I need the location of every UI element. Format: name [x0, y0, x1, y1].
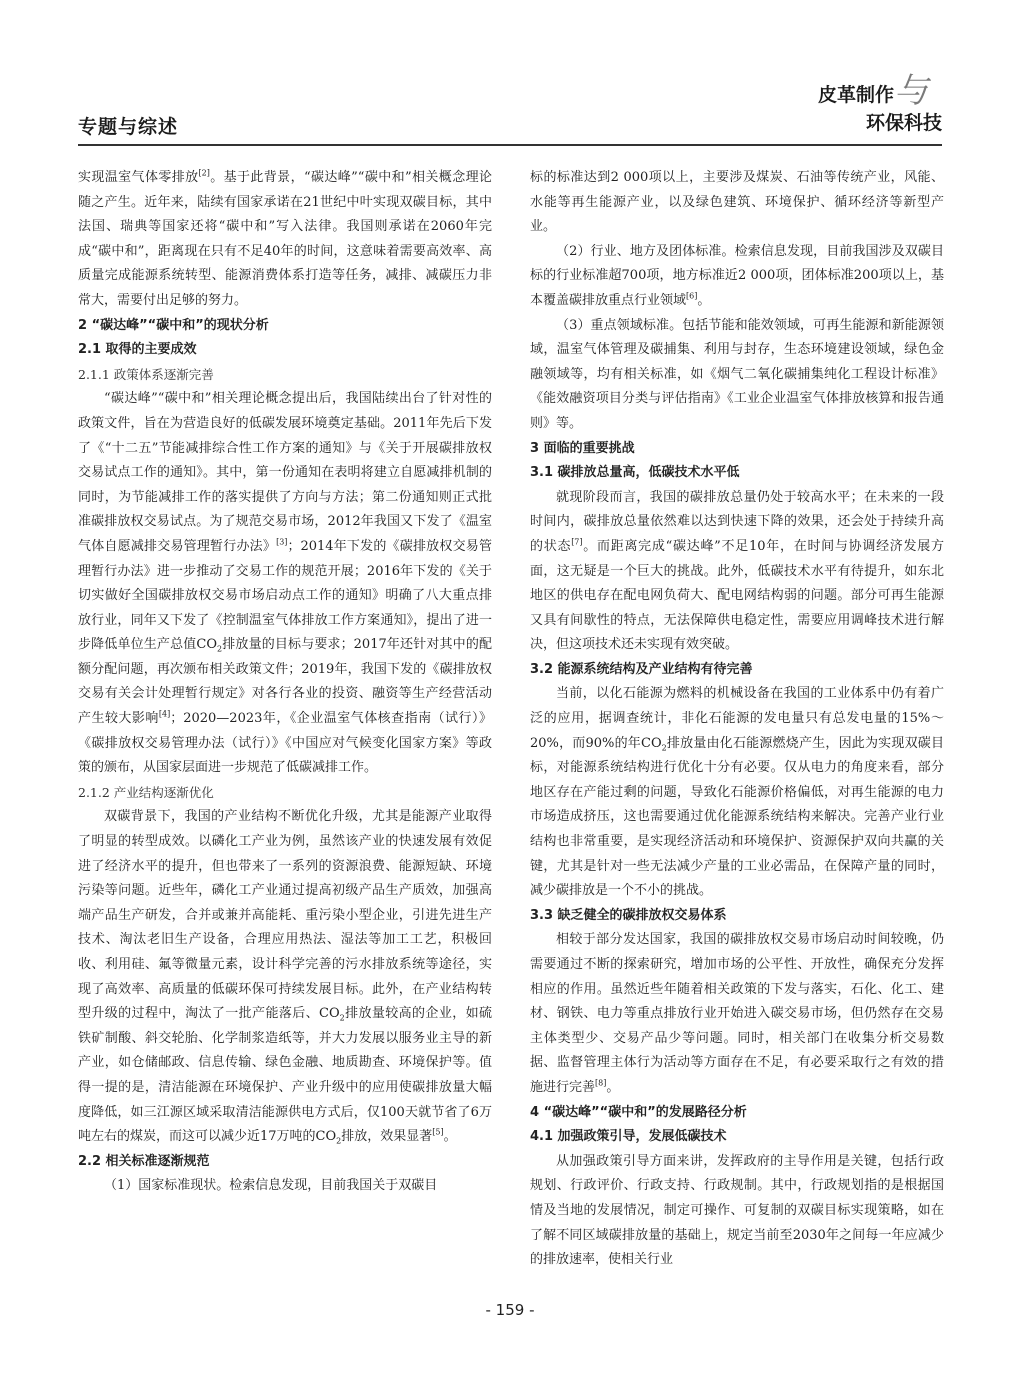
citation: [7]: [571, 537, 583, 547]
paragraph: 当前，以化石能源为燃料的机械设备在我国的工业体系中仍有着广泛的应用，据调查统计，非化石能源的发电量只有总发电量的15%～20%，而90%的年$CO_2$排放量由化石能源燃烧产生，因此为实现双碳目标，对能源系统结构进行优化十分有必要。仅从电力的角度来看，部分地区存在产能过剩的问题，导致化石能源价格偏低，对再生能源的电力市场造成挤压，这也需要通过优化能源系统结构来解决。完善产业行业结构也非常重要，是实现经济活动和环境保护、资源保护双向共赢的关键，尤其是针对一些无法减少产量的工业必需品，在保障产量的同时，减少碳排放是一个不小的挑战。: [530, 686, 944, 899]
subsection-heading: 3.2 能源系统结构及产业结构有待完善: [530, 661, 753, 677]
page-number: - 159 -: [485, 1301, 535, 1319]
citation: [5]: [432, 1127, 444, 1137]
section-heading: 3 面临的重要挑战: [530, 440, 635, 456]
journal-name-line2: 环保科技: [865, 112, 942, 134]
paragraph: 相较于部分发达国家，我国的碳排放权交易市场启动时间较晚，仍需要通过不断的探索研究，增加市场的公平性、开放性，确保充分发挥相应的作用。虽然近些年随着相关政策的下发与落实，石化、化工、建材、钢铁、电力等重点排放行业开始进入碳交易市场，但仍然存在交易主体类型少、交易产品少等问题。同时，相关部门在收集分析交易数据、监督管理主体行为活动等方面存在不足，有必要采取行之有效的措施进行完善[8]。: [530, 932, 944, 1095]
subsection-heading: 3.3 缺乏健全的碳排放权交易体系: [530, 907, 727, 923]
paragraph: 就现阶段而言，我国的碳排放总量仍处于较高水平；在未来的一段时间内，碳排放总量依然难以达到快速下降的效果，还会处于持续升高的状态[7]。而距离完成“碳达峰”不足10年，在时间与协调经济发展方面，这无疑是一个巨大的挑战。此外，低碳技术水平有待提升，如东北地区的供电存在配电网负荷大、配电网结构弱的问题。部分可再生能源又具有间歇性的特点，无法保障供电稳定性，需要应用调峰技术进行解决，但这项技术还未实现有效突破。: [530, 489, 944, 653]
paragraph: 从加强政策引导方面来讲，发挥政府的主导作用是关键，包括行政规划、行政评价、行政支持、行政规制。其中，行政规划指的是根据国情及当地的发展情况，制定可操作、可复制的双碳目标实现策略，如在了解不同区域碳排放量的基础上，规定当前至2030年之间每一年应减少的排放速率，使相关行业: [530, 1153, 944, 1268]
left-column: [78, 166, 492, 1199]
header-rule: [78, 144, 942, 146]
citation: [6]: [686, 291, 698, 301]
section-heading: 2 “碳达峰”“碳中和”的现状分析: [78, 317, 269, 333]
subsubsection-heading: 2.1.1 政策体系逐渐完善: [78, 366, 214, 382]
paragraph: 双碳背景下，我国的产业结构不断优化升级，尤其是能源产业取得了明显的转型成效。以磷化工产业为例，虽然该产业的快速发展有效促进了经济水平的提升，但也带来了一系列的资源浪费、能源短缺、环境污染等问题。近些年，磷化工产业通过提高初级产品生产质效，加强高端产品生产研发，合并或兼并高能耗、重污染小型企业，引进先进生产技术、淘汰老旧生产设备，合理应用热法、湿法等加工工艺，积极回收、利用硅、氟等微量元素，设计科学完善的污水排放系统等途径，实现了高效率、高质量的低碳环保可持续发展目标。此外，在产业结构转型升级的过程中，淘汰了一批产能落后、$CO_2$排放量较高的企业，如硫铁矿制酸、斜交轮胎、化学制浆造纸等，并大力发展以服务业主导的新产业，如仓储邮政、信息传输、绿色金融、地质勘查、环境保护等。值得一提的是，清洁能源在环境保护、产业升级中的应用使碳排放量大幅度降低，如三江源区域采取清洁能源供电方式后，仅100天就节省了6万吨左右的煤炭，而这可以减少近17万吨的$CO_2$排放，效果显著[5]。: [78, 809, 492, 1146]
paragraph: “碳达峰”“碳中和”相关理论概念提出后，我国陆续出台了针对性的政策文件，旨在为营造良好的低碳发展环境奠定基础。2011年先后下发了《“十二五”节能减排综合性工作方案的通知》与《关于开展碳排放权交易试点工作的通知》。其中，第一份通知在表明将建立自愿减排机制的同时，为节能减排工作的落实提供了方向与方法；第二份通知则正式批准碳排放权交易试点。为了规范交易市场，2012年我国又下发了《温室气体自愿减排交易管理暂行办法》[3]；2014年下发的《碳排放权交易管理暂行办法》进一步推动了交易工作的规范开展；2016年下发的《关于切实做好全国碳排放权交易市场启动点工作的通知》明确了八大重点排放行业，同年又下发了《控制温室气体排放工作方案通知》，提出了进一步降低单位生产总值$CO_2$排放量的目标与要求；2017年还针对其中的配额分配问题，再次颁布相关政策文件；2019年，我国下发的《碳排放权交易有关会计处理暂行规定》对各行各业的投资、融资等生产经营活动产生较大影响[4]；2020—2023年，《企业温室气体核查指南（试行）》《碳排放权交易管理办法（试行）》《中国应对气候变化国家方案》等政策的颁布，从国家层面进一步规范了低碳减排工作。: [78, 391, 492, 776]
subsubsection-heading: 2.1.2 产业结构逐渐优化: [78, 784, 214, 800]
paragraph: （1）国家标准现状。检索信息发现，目前我国关于双碳目: [104, 1178, 438, 1194]
journal-logo-mark: 与: [894, 71, 928, 111]
paragraph: 实现温室气体零排放[2]。基于此背景，“碳达峰”“碳中和”相关概念理论随之产生。近年来，陆续有国家承诺在21世纪中叶实现双碳目标，其中法国、瑞典等国家还将“碳中和”写入法律。我国则承诺在2060年完成“碳中和”，距离现在只有不足40年的时间，这意味着需要高效率、高质量完成能源系统转型、能源消费体系打造等任务，减排、减碳压力非常大，需要付出足够的努力。: [78, 168, 492, 308]
subsection-heading: 2.2 相关标准逐渐规范: [78, 1153, 210, 1169]
citation: [3]: [276, 537, 288, 547]
right-column: [530, 166, 944, 1273]
citation: [8]: [595, 1078, 607, 1088]
subsection-heading: 3.1 碳排放总量高，低碳技术水平低: [530, 465, 740, 481]
paragraph: 标的标准达到2 000项以上，主要涉及煤炭、石油等传统产业，风能、水能等再生能源产业，以及绿色建筑、环境保护、循环经济等新型产业。: [530, 170, 944, 235]
section-heading: 4 “碳达峰”“碳中和”的发展路径分析: [530, 1104, 747, 1120]
paragraph: （2）行业、地方及团体标准。检索信息发现，目前我国涉及双碳目标的行业标准超700项，地方标准近2 000项，团体标准200项以上，基本覆盖碳排放重点行业领域[6]。: [530, 243, 944, 308]
paragraph: （3）重点领域标准。包括节能和能效领域，可再生能源和新能源领域，温室气体管理及碳捕集、利用与封存，生态环境建设领域，绿色金融领域等，均有相关标准，如《烟气二氧化碳捕集纯化工程设计标准》《能效融资项目分类与评估指南》《工业企业温室气体排放核算和报告通则》等。: [530, 317, 944, 431]
subsection-heading: 4.1 加强政策引导，发展低碳技术: [530, 1129, 727, 1145]
journal-logo: [782, 71, 942, 136]
section-title: 专题与综述: [78, 116, 179, 138]
journal-name-line1: 皮革制作: [817, 84, 894, 106]
citation: [2]: [198, 168, 210, 178]
citation: [4]: [158, 709, 171, 719]
subsection-heading: 2.1 取得的主要成效: [78, 342, 197, 358]
